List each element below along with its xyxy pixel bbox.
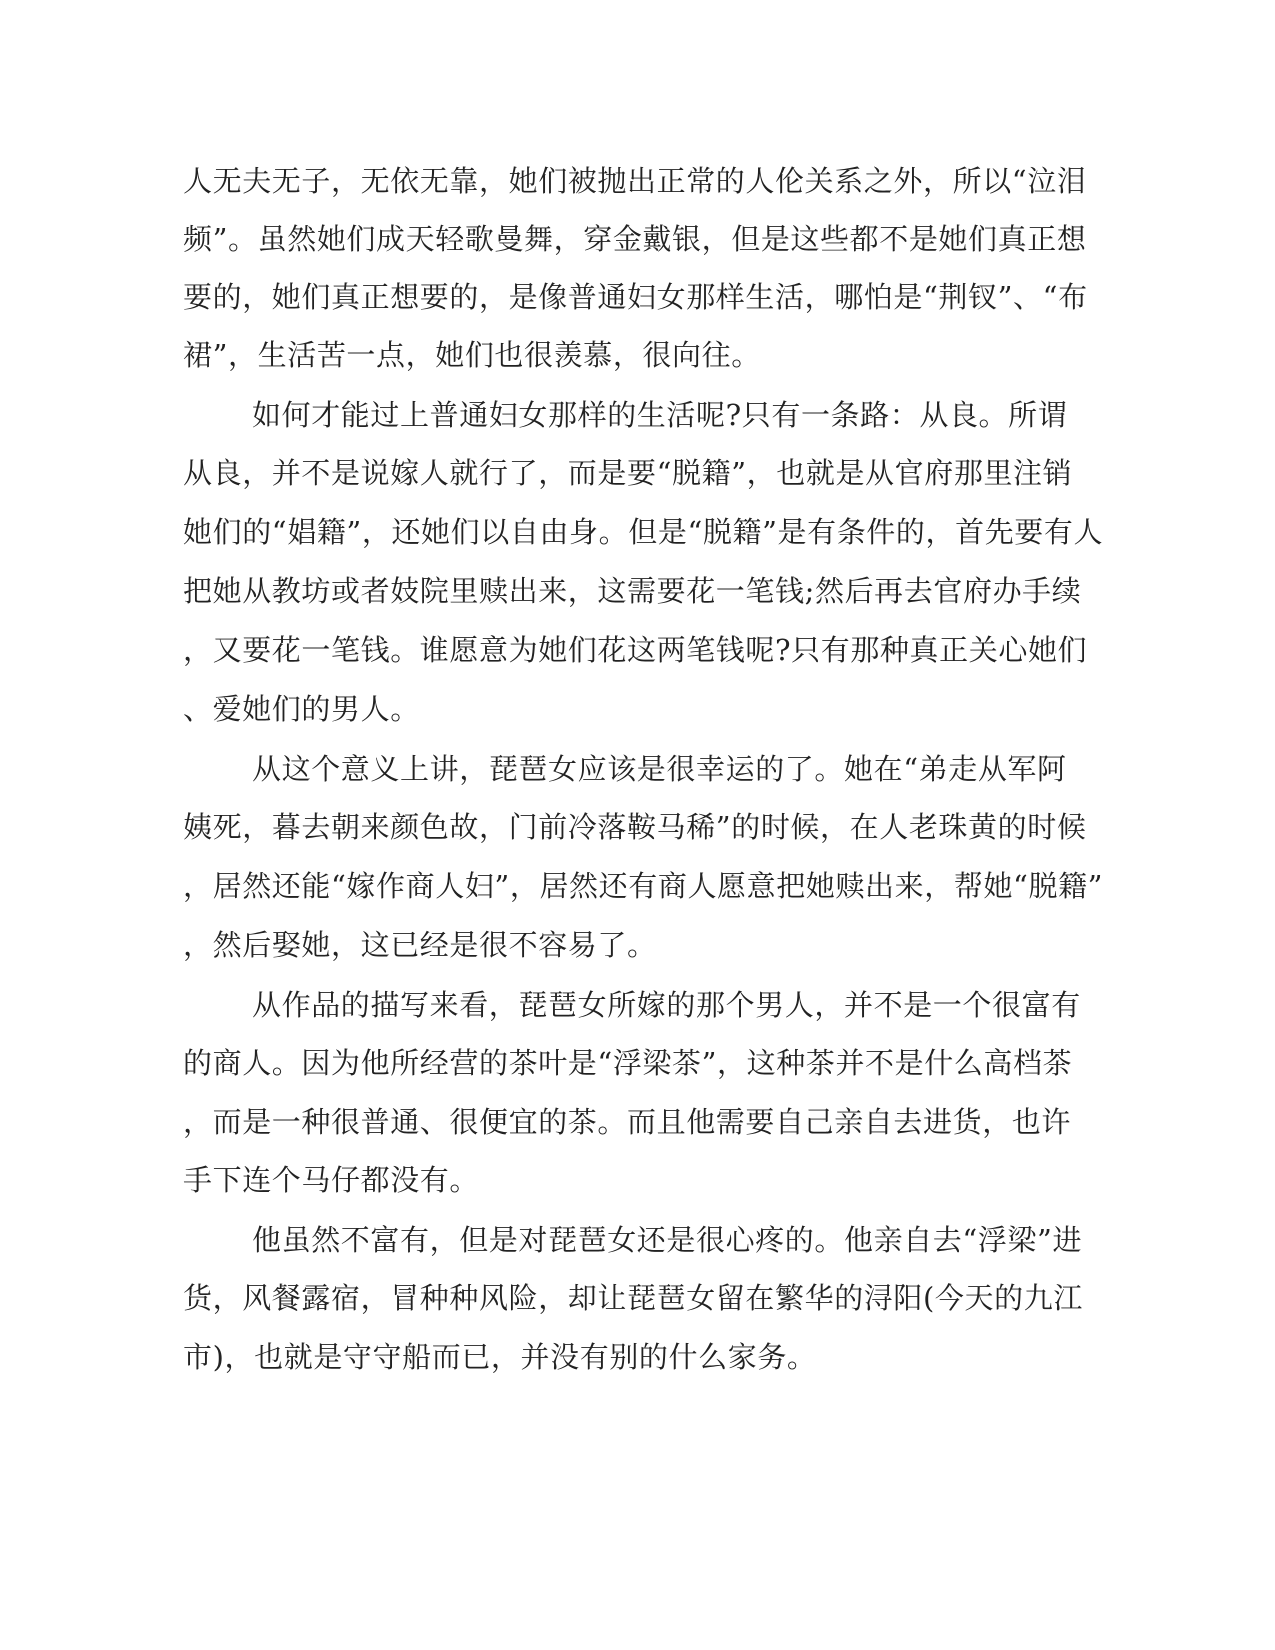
text-line: ，又要花一笔钱。谁愿意为她们花这两笔钱呢?只有那种真正关心她们 <box>183 633 1088 667</box>
paragraph-first-line: 如何才能过上普通妇女那样的生活呢?只有一条路：从良。所谓 <box>252 398 1068 432</box>
text-line: ，而是一种很普通、很便宜的茶。而且他需要自己亲自去进货，也许 <box>183 1105 1072 1139</box>
text-line: 把她从教坊或者妓院里赎出来，这需要花一笔钱;然后再去官府办手续 <box>183 574 1082 608</box>
text-line: 姨死，暮去朝来颜色故，门前冷落鞍马稀”的时候，在人老珠黄的时候 <box>183 810 1087 844</box>
text-line: 的商人。因为他所经营的茶叶是“浮梁茶”，这种茶并不是什么高档茶 <box>183 1046 1073 1080</box>
text-line: 她们的“娼籍”，还她们以自由身。但是“脱籍”是有条件的，首先要有人 <box>183 515 1104 549</box>
text-line: 手下连个马仔都没有。 <box>183 1163 480 1197</box>
text-line: ，居然还能“嫁作商人妇”，居然还有商人愿意把她赎出来，帮她“脱籍” <box>183 869 1104 903</box>
paragraph-first-line: 从这个意义上讲，琵琶女应该是很幸运的了。她在“弟走从军阿 <box>252 752 1067 786</box>
text-line: 要的，她们真正想要的，是像普通妇女那样生活，哪怕是“荆钗”、“布 <box>183 280 1088 314</box>
text-line: 人无夫无子，无依无靠，她们被抛出正常的人伦关系之外，所以“泣泪 <box>183 164 1087 198</box>
text-line: 货，风餐露宿，冒种种风险，却让琵琶女留在繁华的浔阳(今天的九江 <box>183 1281 1083 1315</box>
text-line: 从良，并不是说嫁人就行了，而是要“脱籍”，也就是从官府那里注销 <box>183 456 1073 490</box>
text-line: 裙”，生活苦一点，她们也很羡慕，很向往。 <box>183 338 761 372</box>
text-line: 频”。虽然她们成天轻歌曼舞，穿金戴银，但是这些都不是她们真正想 <box>183 222 1087 256</box>
text-line: 、爱她们的男人。 <box>183 692 420 726</box>
text-line: ，然后娶她，这已经是很不容易了。 <box>183 928 657 962</box>
text-line: 市)，也就是守守船而已，并没有别的什么家务。 <box>183 1340 817 1374</box>
paragraph-first-line: 他虽然不富有，但是对琵琶女还是很心疼的。他亲自去“浮梁”进 <box>252 1223 1083 1257</box>
paragraph-first-line: 从作品的描写来看，琵琶女所嫁的那个男人，并不是一个很富有 <box>252 988 1081 1022</box>
